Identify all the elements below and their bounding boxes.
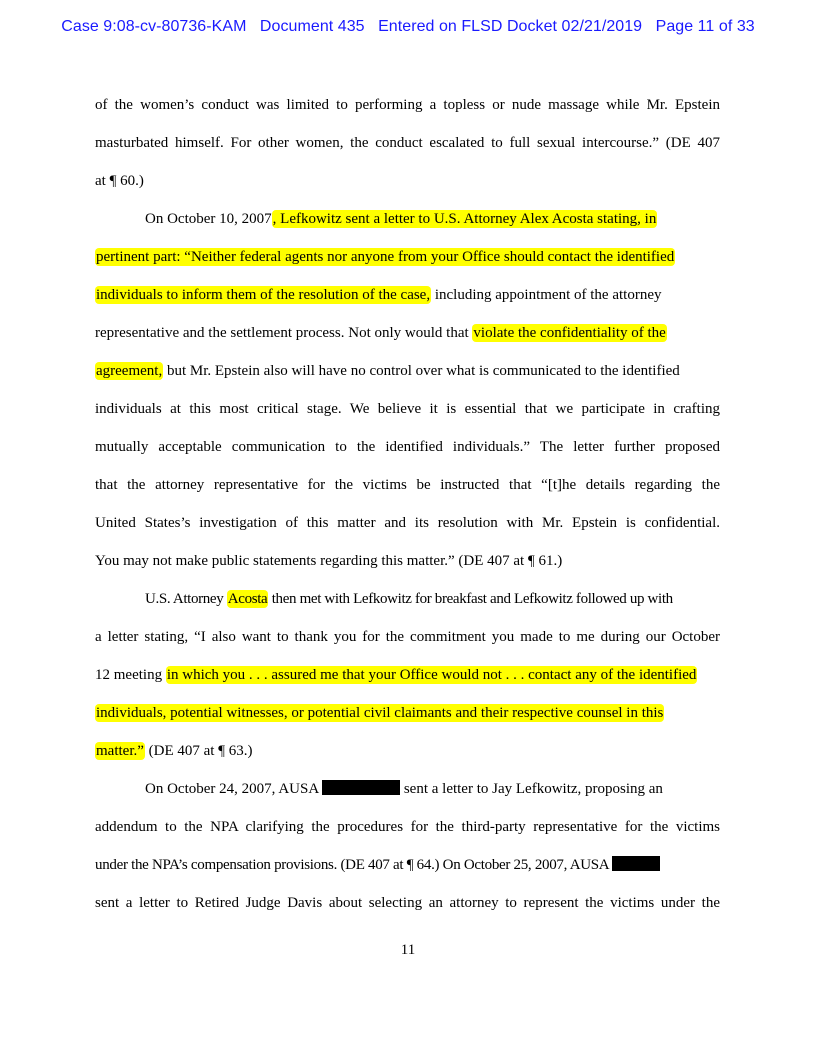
text-run: 12 meeting [95,667,166,683]
body-line: individuals at this most critical stage. We believe it is essential that we participate in crafting [95,401,720,417]
body-line [95,666,720,684]
body-line [95,248,720,266]
body-line: addendum to the NPA clarifying the procedures for the third-party representative for the victims [95,819,720,835]
body-line: at ¶ 60.) [95,173,144,189]
text-run: U.S. Attorney [145,591,227,607]
body-line [95,856,720,874]
body-line [95,286,720,304]
body-line: United States’s investigation of this matter and its resolution with Mr. Epstein is confidential. [95,515,720,531]
text-run: On October 10, 2007 [145,211,272,227]
highlight: matter.” [96,743,144,759]
body-line: masturbated himself. For other women, the conduct escalated to full sexual intercourse.” (DE 407 [95,135,720,151]
text-run: (DE 407 at ¶ 63.) [144,743,253,759]
body-line [95,704,720,722]
body-line: that the attorney representative for the victims be instructed that “[t]he details regarding the [95,477,720,493]
highlight: individuals to inform them of the resolution of the case, [96,287,431,303]
text-run: then met with Lefkowitz for breakfast and Lefkowitz followed up with [268,591,673,607]
body-line [145,780,720,798]
text-run: representative and the settlement process. Not only would that [95,325,473,341]
body-line [145,210,720,228]
highlight: agreement, [96,363,163,379]
docket-header: Case 9:08-cv-80736-KAM Document 435 Entered on FLSD Docket 02/21/2019 Page 11 of 33 [61,18,755,35]
highlight: individuals, potential witnesses, or potential civil claimants and their respective counsel in this [96,705,664,721]
body-line [95,362,720,380]
redaction-box [612,856,660,871]
body-line [145,590,720,608]
body-line: sent a letter to Retired Judge Davis about selecting an attorney to represent the victims under the [95,895,720,911]
body-line: of the women’s conduct was limited to performing a topless or nude massage while Mr. Epstein [95,97,720,113]
text-run: On October 24, 2007, AUSA [145,781,323,797]
highlight: violate the confidentiality of the [473,325,666,341]
text-run: but Mr. Epstein also will have no control over what is communicated to the identified [163,363,680,379]
body-line: a letter stating, “I also want to thank you for the commitment you made to me during our October [95,629,720,645]
highlight: pertinent part: “Neither federal agents nor anyone from your Office should contact the identified [96,249,675,265]
highlight: in which you . . . assured me that your Office would not . . . contact any of the identified [166,667,697,683]
text-run: sent a letter to Jay Lefkowitz, proposing an [400,781,663,797]
redaction-box [322,780,400,795]
body-line: mutually acceptable communication to the identified individuals.” The letter further proposed [95,439,720,455]
highlight: Acosta [227,591,268,607]
page-number: 11 [400,942,416,958]
body-line [95,324,720,342]
body-line [95,742,720,760]
text-run: including appointment of the attorney [431,287,662,303]
text-run: under the NPA’s compensation provisions. (DE 407 at ¶ 64.) On October 25, 2007, AUSA [95,857,612,873]
highlight: , Lefkowitz sent a letter to U.S. Attorney Alex Acosta stating, in [272,211,657,227]
body-line: You may not make public statements regarding this matter.” (DE 407 at ¶ 61.) [95,553,563,569]
